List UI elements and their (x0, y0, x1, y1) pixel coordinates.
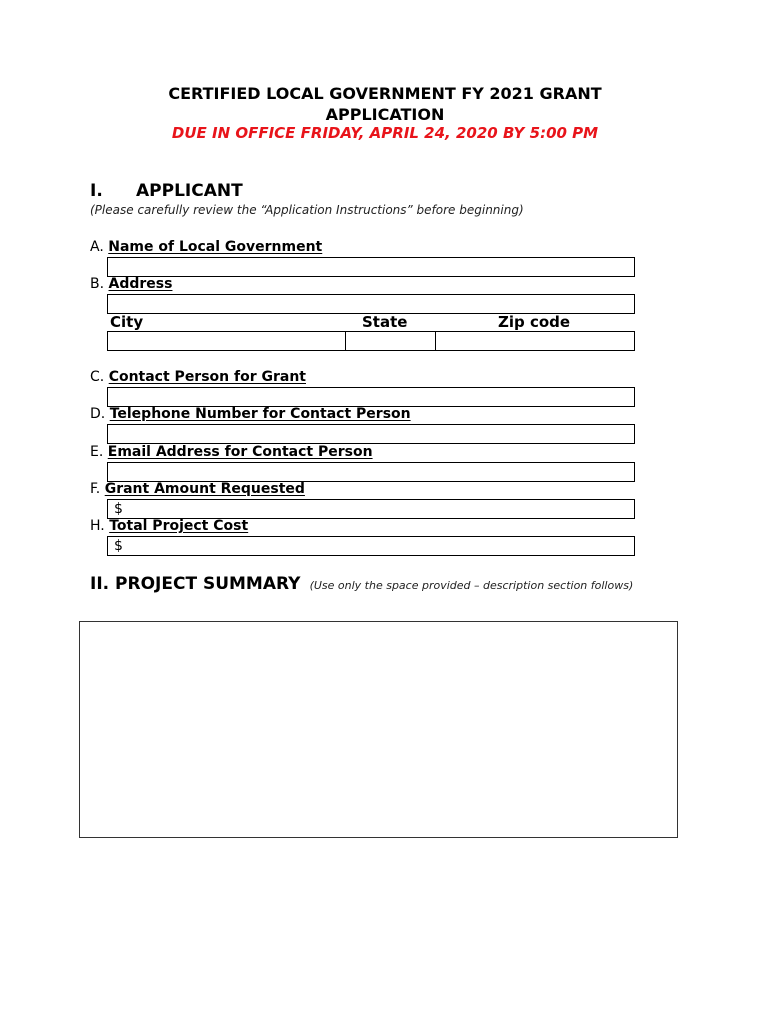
field-f-text: Grant Amount Requested (104, 481, 305, 497)
zip-code-field[interactable] (435, 331, 635, 351)
city-field[interactable] (107, 331, 346, 351)
form-title-line2: APPLICATION (325, 105, 445, 124)
field-e-label (90, 444, 373, 460)
field-a-letter: A. (90, 239, 104, 255)
section-2-title: II. PROJECT SUMMARY (90, 574, 301, 594)
field-e-text: Email Address for Contact Person (107, 444, 373, 460)
telephone-field[interactable] (107, 424, 635, 444)
zip-label: Zip code (498, 313, 571, 331)
section-1-title: APPLICANT (136, 181, 243, 201)
state-label: State (362, 313, 408, 331)
field-h-text: Total Project Cost (109, 518, 249, 534)
field-f-letter: F. (90, 481, 101, 497)
field-b-label (90, 276, 172, 292)
field-a-label (90, 239, 322, 255)
field-h-letter: H. (90, 518, 105, 534)
grant-amount-field[interactable]: $ (107, 499, 635, 519)
total-project-cost-field[interactable]: $ (107, 536, 635, 556)
field-f-label (90, 481, 305, 497)
project-summary-textarea[interactable] (79, 621, 678, 838)
email-field[interactable] (107, 462, 635, 482)
due-date-notice: DUE IN OFFICE FRIDAY, APRIL 24, 2020 BY 5:00 PM (171, 124, 599, 142)
field-d-text: Telephone Number for Contact Person (109, 406, 411, 422)
section-2-note: (Use only the space provided – description section follows) (309, 579, 634, 592)
field-b-text: Address (108, 276, 173, 292)
section-2-heading (90, 574, 633, 594)
field-c-text: Contact Person for Grant (108, 369, 306, 385)
form-title-line1: CERTIFIED LOCAL GOVERNMENT FY 2021 GRANT (168, 84, 602, 103)
section-1-number: I. (90, 181, 103, 201)
field-h-label (90, 518, 248, 534)
address-field[interactable] (107, 294, 635, 314)
field-c-letter: C. (90, 369, 105, 385)
field-e-letter: E. (90, 444, 104, 460)
state-field[interactable] (345, 331, 436, 351)
section-1-note: (Please carefully review the “Application Instructions” before beginning) (90, 203, 524, 217)
field-c-label (90, 369, 306, 385)
field-a-text: Name of Local Government (108, 239, 323, 255)
contact-person-field[interactable] (107, 387, 635, 407)
local-government-name-field[interactable] (107, 257, 635, 277)
field-d-label (90, 406, 411, 422)
field-b-letter: B. (90, 276, 105, 292)
city-label: City (110, 313, 144, 331)
field-d-letter: D. (90, 406, 106, 422)
